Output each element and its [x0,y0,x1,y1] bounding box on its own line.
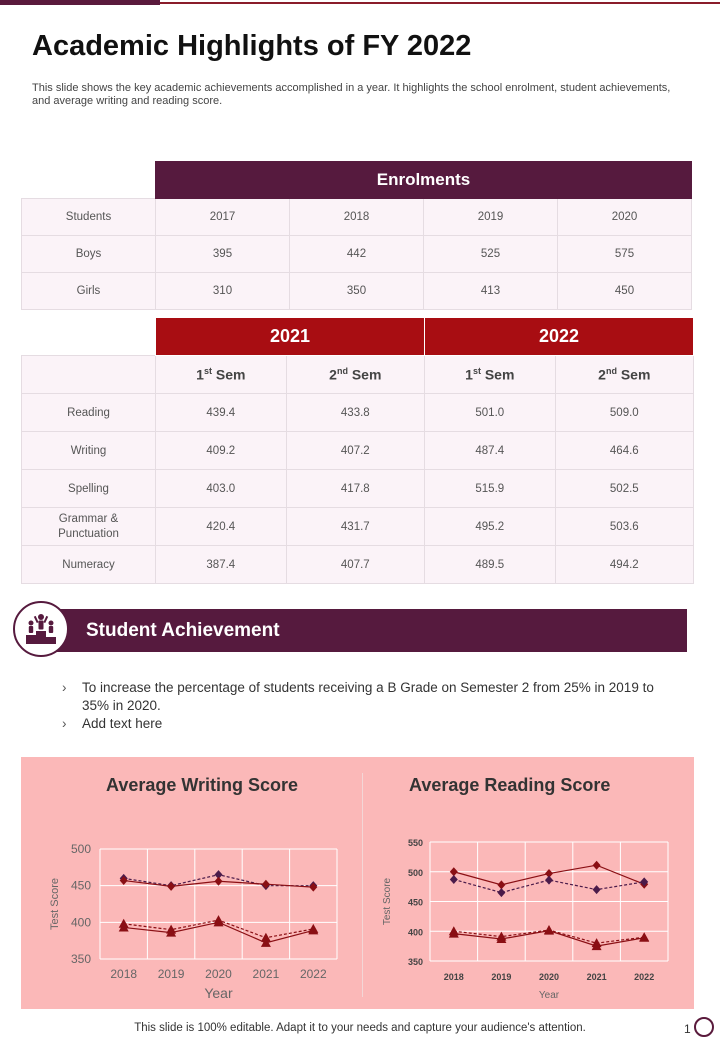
table-cell: 431.7 [286,508,424,546]
data-point-marker [167,882,175,891]
table-cell: 489.5 [424,546,555,584]
data-point-marker [450,867,458,876]
sem-word: Sem [351,366,382,383]
row-label: Grammar & Punctuation [22,508,156,546]
table-cell: 413 [424,273,558,310]
page-description: This slide shows the key academic achievements accomplished in a year. It highlights the school enrolment, student achievements, and average writing and reading score. [32,82,671,107]
x-tick-label: 2018 [443,972,464,982]
x-tick-label: 2021 [586,972,607,982]
sem-word: Sem [620,366,651,383]
data-point-marker [215,877,223,886]
data-point-marker [497,888,505,897]
y-axis-label: Test Score [49,878,61,930]
table-cell: 395 [156,236,290,273]
year-header: 2022 [424,318,693,356]
list-item: › To increase the percentage of students receiving a B Grade on Semester 2 from 25% in 2019 to 35% in 2020. [62,679,672,715]
y-axis-label: Test Score [382,877,393,926]
page-circle-icon [694,1017,714,1037]
sem-suffix: st [203,366,212,377]
data-point-marker [497,880,505,889]
table-cell: 495.2 [424,508,555,546]
writing-chart-title: Average Writing Score [106,775,299,795]
data-point-marker [593,861,601,870]
row-label: Boys [22,236,156,273]
table-cell: 420.4 [156,508,287,546]
table-cell: 407.7 [286,546,424,584]
row-label: Reading [22,394,156,432]
table-cell: 487.4 [424,432,555,470]
y-tick-label: 350 [407,957,423,967]
x-tick-label: 2018 [110,967,138,981]
x-tick-label: 2021 [252,967,280,981]
table-cell: 387.4 [156,546,287,584]
sem-number: 1 [196,366,204,383]
row-label: Spelling [22,470,156,508]
page-title: Academic Highlights of FY 2022 [32,30,472,62]
table-cell: 501.0 [424,394,555,432]
table-cell: 442 [290,236,424,273]
sem-suffix: nd [605,366,617,377]
sem-number: 1 [465,366,473,383]
footer-text: This slide is 100% editable. Adapt it to your needs and capture your audience's attention. [134,1022,586,1034]
data-point-marker [309,883,317,892]
y-tick-label: 500 [407,867,423,878]
row-label: Numeracy [22,546,156,584]
table-cell: 515.9 [424,470,555,508]
data-point-marker [545,876,553,885]
x-tick-label: 2020 [205,967,232,981]
y-tick-label: 500 [70,842,91,856]
table-cell: 403.0 [156,470,287,508]
column-header: 2020 [558,199,692,236]
table-cell: 509.0 [555,394,693,432]
y-tick-label: 400 [407,927,423,938]
y-tick-label: 450 [70,878,91,893]
table-cell: 433.8 [286,394,424,432]
table-cell: 350 [290,273,424,310]
x-axis-label: Year [538,990,560,1001]
sem-number: 2 [598,366,606,383]
row-label: Girls [22,273,156,310]
table-cell: 439.4 [156,394,287,432]
column-header: Students [22,199,156,236]
y-tick-label: 450 [407,897,423,908]
data-point-marker [262,880,270,889]
column-header: 2018 [290,199,424,236]
row-label: Writing [22,432,156,470]
x-axis-label: Year [204,985,233,1001]
writing-score-chart [49,842,337,1001]
table-cell: 407.2 [286,432,424,470]
sem-suffix: st [472,366,481,377]
table-cell: 525 [424,236,558,273]
column-header: 2019 [424,199,558,236]
page-number: 1 [684,1022,691,1036]
table-cell: 503.6 [555,508,693,546]
reading-chart-title: Average Reading Score [409,775,611,795]
y-tick-label: 350 [70,952,91,966]
table-cell: 502.5 [555,470,693,508]
data-point-marker [639,933,649,942]
enrolments-heading: Enrolments [156,162,692,199]
data-point-marker [450,875,458,884]
year-header: 2021 [156,318,425,356]
table-cell: 409.2 [156,432,287,470]
sem-word: Sem [215,366,246,383]
table-cell: 575 [558,236,692,273]
table-cell: 310 [156,273,290,310]
table-cell: 450 [558,273,692,310]
y-tick-label: 400 [70,915,91,930]
achievement-heading: Student Achievement [86,620,280,641]
table-cell: 417.8 [286,470,424,508]
sem-number: 2 [329,366,337,383]
x-tick-label: 2022 [299,967,327,981]
list-item: › Add text here [62,715,672,733]
x-tick-label: 2020 [538,972,560,982]
y-tick-label: 550 [407,838,423,848]
x-tick-label: 2019 [157,967,185,981]
table-cell: 464.6 [555,432,693,470]
x-tick-label: 2019 [491,972,512,982]
data-point-marker [593,885,601,894]
sem-suffix: nd [336,366,348,377]
sem-word: Sem [484,366,515,383]
x-tick-label: 2022 [634,972,655,982]
reading-score-chart [382,838,668,1001]
table-cell: 494.2 [555,546,693,584]
column-header: 2017 [156,199,290,236]
